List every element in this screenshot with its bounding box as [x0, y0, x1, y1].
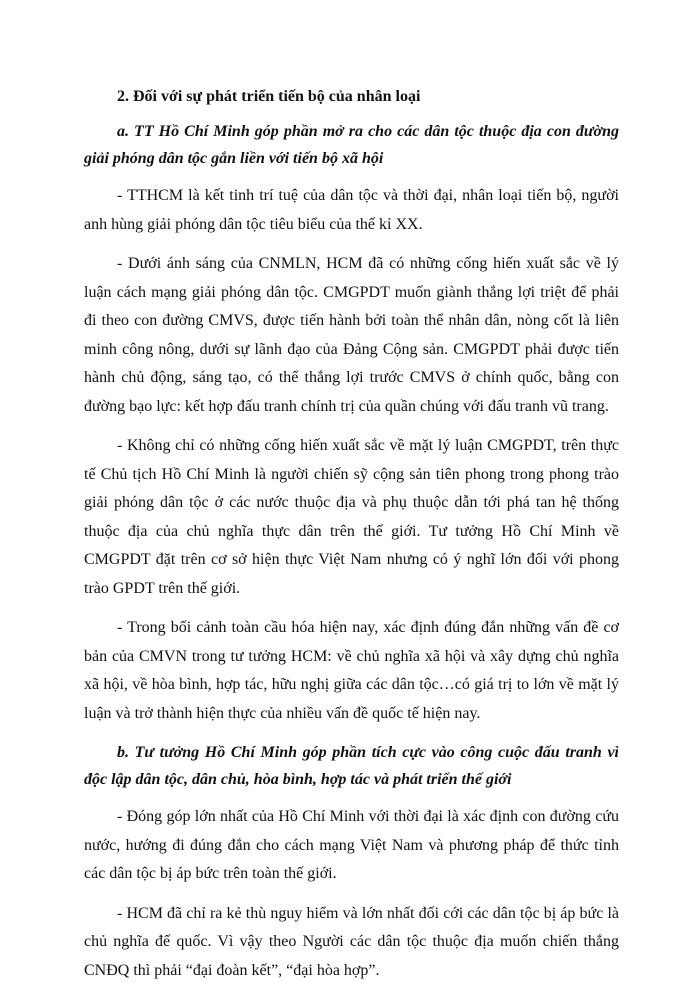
section-heading: 2. Đối với sự phát triển tiến bộ của nhân loại — [117, 88, 421, 105]
subsection-b-paragraph-2: - HCM đã chỉ ra kẻ thù nguy hiểm và lớn nhất đối cới các dân tộc bị áp bức là chủ nghĩa đế quốc. Vì vậy theo Người các dân tộc thuộc địa muốn chiến thắng CNĐQ thì phải “đại đoàn kết”, “đại hòa hợp”. — [84, 904, 619, 979]
subsection-a-paragraph-3: - Không chỉ có những cống hiến xuất sắc về mặt lý luận CMGPDT, trên thực tế Chủ tịch Hồ Chí Minh là người chiến sỹ cộng sản tiên phong trong phong trào giải phóng dân tộc ở các nước thuộc địa và phụ thuộc dẫn tới phá tan hệ thống thuộc địa của chủ nghĩa thực dân trên thế giới. Tư tưởng Hồ Chí Minh về CMGPDT đặt trên cơ sở hiện thực Việt Nam nhưng có ý nghĩ lớn đối với phong trào GPDT trên thế giới. — [84, 437, 619, 597]
subsection-a-paragraph-1: - TTHCM là kết tinh trí tuệ của dân tộc và thời đại, nhân loại tiến bộ, người anh hùng giải phóng dân tộc tiêu biểu của thế kỉ XX. — [84, 187, 619, 233]
subsection-a-paragraph-4: - Trong bối cảnh toàn cầu hóa hiện nay, xác định đúng đắn những vấn đề cơ bản của CMVN trong tư tưởng HCM: về chủ nghĩa xã hội và xây dựng chủ nghĩa xã hội, về hòa bình, hợp tác, hữu nghị giữa các dân tộc…có giá trị to lớn về mặt lý luận và trở thành hiện thực của nhiều vấn đề quốc tế hiện nay. — [84, 619, 619, 722]
subsection-b-paragraph-1: - Đóng góp lớn nhất của Hồ Chí Minh với thời đại là xác định con đường cứu nước, hướng đi đúng đắn cho cách mạng Việt Nam và phương pháp để thức tỉnh các dân tộc bị áp bức trên toàn thế giới. — [84, 808, 619, 882]
subsection-b-title: b. Tư tưởng Hồ Chí Minh góp phần tích cực vào công cuộc đấu tranh vì độc lập dân tộc, dân chủ, hòa bình, hợp tác và phát triển thế giới — [84, 744, 619, 788]
document-page — [84, 84, 619, 996]
subsection-a-paragraph-2: - Dưới ánh sáng của CNMLN, HCM đã có những cống hiến xuất sắc về lý luận cách mạng giải phóng dân tộc. CMGPDT muốn giành thắng lợi triệt để phải đi theo con đường CMVS, được tiến hành bởi toàn thể nhân dân, nòng cốt là liên minh công nông, dưới sự lãnh đạo của Đảng Cộng sản. CMGPDT phải được tiến hành chủ động, sáng tạo, có thể thắng lợi trước CMVS ở chính quốc, bằng con đường bạo lực: kết hợp đấu tranh chính trị của quần chúng với đấu tranh vũ trang. — [84, 255, 619, 415]
subsection-a-title: a. TT Hồ Chí Minh góp phần mở ra cho các dân tộc thuộc địa con đường giải phóng dân tộc gắn liền với tiến bộ xã hội — [84, 123, 619, 167]
